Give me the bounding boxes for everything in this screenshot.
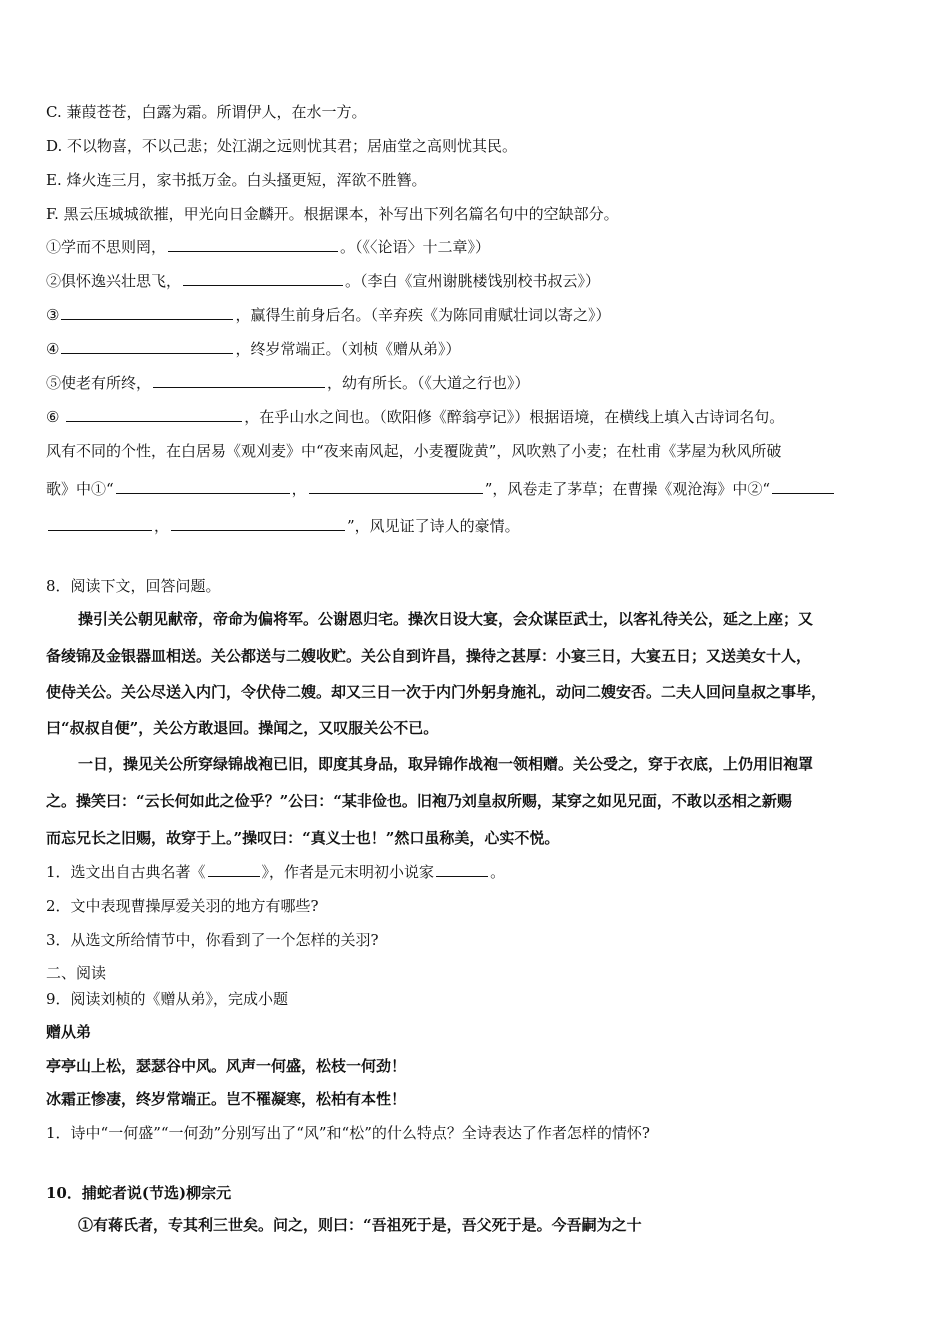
question-9-title: 9．阅读刘桢的《赠从弟》，完成小题 (46, 990, 289, 1008)
subquestion-1: 1．选文出自古典名著《 》，作者是元末明初小说家 。 (46, 863, 506, 881)
wind-question-line-3: ， ”，风见证了诗人的豪情。 (46, 516, 520, 536)
passage-line: 使侍关公。关公尽送入内门，令伏侍二嫂。却又三日一次于内门外躬身施礼，动问二嫂安否。二夫人回问皇叔之事毕， (46, 683, 827, 701)
passage-line: 而忘兄长之旧赐，故穿于上。”操叹曰：“真义士也！”然口虽称美，心实不悦。 (46, 829, 560, 847)
wind-question-line-2: 歌》中①“ ， ”，风卷走了茅草；在曹操《观沧海》中②“ (46, 479, 836, 499)
answer-blank[interactable] (48, 516, 152, 531)
subquestion-1: 1．诗中“一何盛”“一何劲”分别写出了“风”和“松”的什么特点？全诗表达了作者怎样的情怀? (46, 1124, 650, 1142)
option-c: C. 蒹葭苍苍，白露为霜。所谓伊人，在水一方。 (46, 103, 367, 121)
poem-line: 亭亭山上松，瑟瑟谷中风。风声一何盛，松枝一何劲！ (46, 1057, 407, 1075)
answer-blank[interactable] (168, 237, 338, 252)
option-d: D. 不以物喜，不以己悲；处江湖之远则忧其君；居庙堂之高则忧其民。 (46, 137, 518, 155)
question-10-title: 10．捕蛇者说(节选)柳宗元 (46, 1184, 232, 1202)
answer-blank[interactable] (436, 862, 488, 877)
answer-blank[interactable] (61, 305, 233, 320)
fill-item-1: ①学而不思则罔， 。（《〈论语〉十二章》） (46, 238, 491, 256)
option-f: F. 黑云压城城欲摧，甲光向日金麟开。根据课本，补写出下列名篇名句中的空缺部分。 (46, 205, 619, 223)
answer-blank[interactable] (66, 407, 242, 422)
option-e: E. 烽火连三月，家书抵万金。白头搔更短，浑欲不胜簪。 (46, 171, 427, 189)
wind-question-line-1: 风有不同的个性，在白居易《观刈麦》中“夜来南风起，小麦覆陇黄”，风吹熟了小麦；在杜甫《茅屋为秋风所破 (46, 442, 782, 460)
fill-item-6: ⑥ ，在乎山水之间也。（欧阳修《醉翁亭记》）根据语境，在横线上填入古诗词名句。 (46, 408, 785, 426)
answer-blank[interactable] (309, 479, 483, 494)
passage-line: 一日，操见关公所穿绿锦战袍已旧，即度其身品，取异锦作战袍一领相赠。关公受之，穿于衣底，上仍用旧袍罩 (78, 755, 814, 773)
passage-line: 操引关公朝见献帝，帝命为偏将军。公谢恩归宅。操次日设大宴，会众谋臣武士，以客礼待关公，延之上座；又 (78, 610, 814, 628)
answer-blank[interactable] (183, 271, 343, 286)
poem-line: 冰霜正惨凄，终岁常端正。岂不罹凝寒，松柏有本性！ (46, 1090, 407, 1108)
answer-blank[interactable] (171, 516, 345, 531)
answer-blank[interactable] (772, 479, 834, 494)
passage-line: 备绫锦及金银器皿相送。关公都送与二嫂收贮。关公自到许昌，操待之甚厚：小宴三日，大宴五日；又送美女十人， (46, 647, 812, 665)
poem-title: 赠从弟 (46, 1023, 92, 1041)
fill-item-4: ④ ，终岁常端正。（刘桢《赠从弟》） (46, 340, 461, 358)
passage-line: 曰“叔叔自便”，关公方敢退回。操闻之，又叹服关公不已。 (46, 719, 439, 737)
answer-blank[interactable] (153, 373, 325, 388)
passage-line: ①有蒋氏者，专其利三世矣。问之，则曰：“吾祖死于是，吾父死于是。今吾嗣为之十 (78, 1216, 642, 1234)
fill-item-3: ③ ，赢得生前身后名。（辛弃疾《为陈同甫赋壮词以寄之》） (46, 306, 611, 324)
passage-line: 之。操笑曰：“云长何如此之俭乎？”公曰：“某非俭也。旧袍乃刘皇叔所赐，某穿之如见兄面，不敢以丞相之新赐 (46, 792, 792, 810)
answer-blank[interactable] (208, 862, 260, 877)
section-heading: 二、阅读 (46, 964, 107, 982)
fill-item-2: ②俱怀逸兴壮思飞， 。（李白《宣州谢朓楼饯别校书叔云》） (46, 272, 601, 290)
subquestion-2: 2．文中表现曹操厚爱关羽的地方有哪些? (46, 897, 319, 915)
answer-blank[interactable] (61, 339, 233, 354)
answer-blank[interactable] (116, 479, 290, 494)
subquestion-3: 3．从选文所给情节中，你看到了一个怎样的关羽? (46, 931, 379, 949)
question-8-title: 8．阅读下文，回答问题。 (46, 577, 221, 595)
fill-item-5: ⑤使老有所终， ，幼有所长。（《大道之行也》） (46, 374, 530, 392)
